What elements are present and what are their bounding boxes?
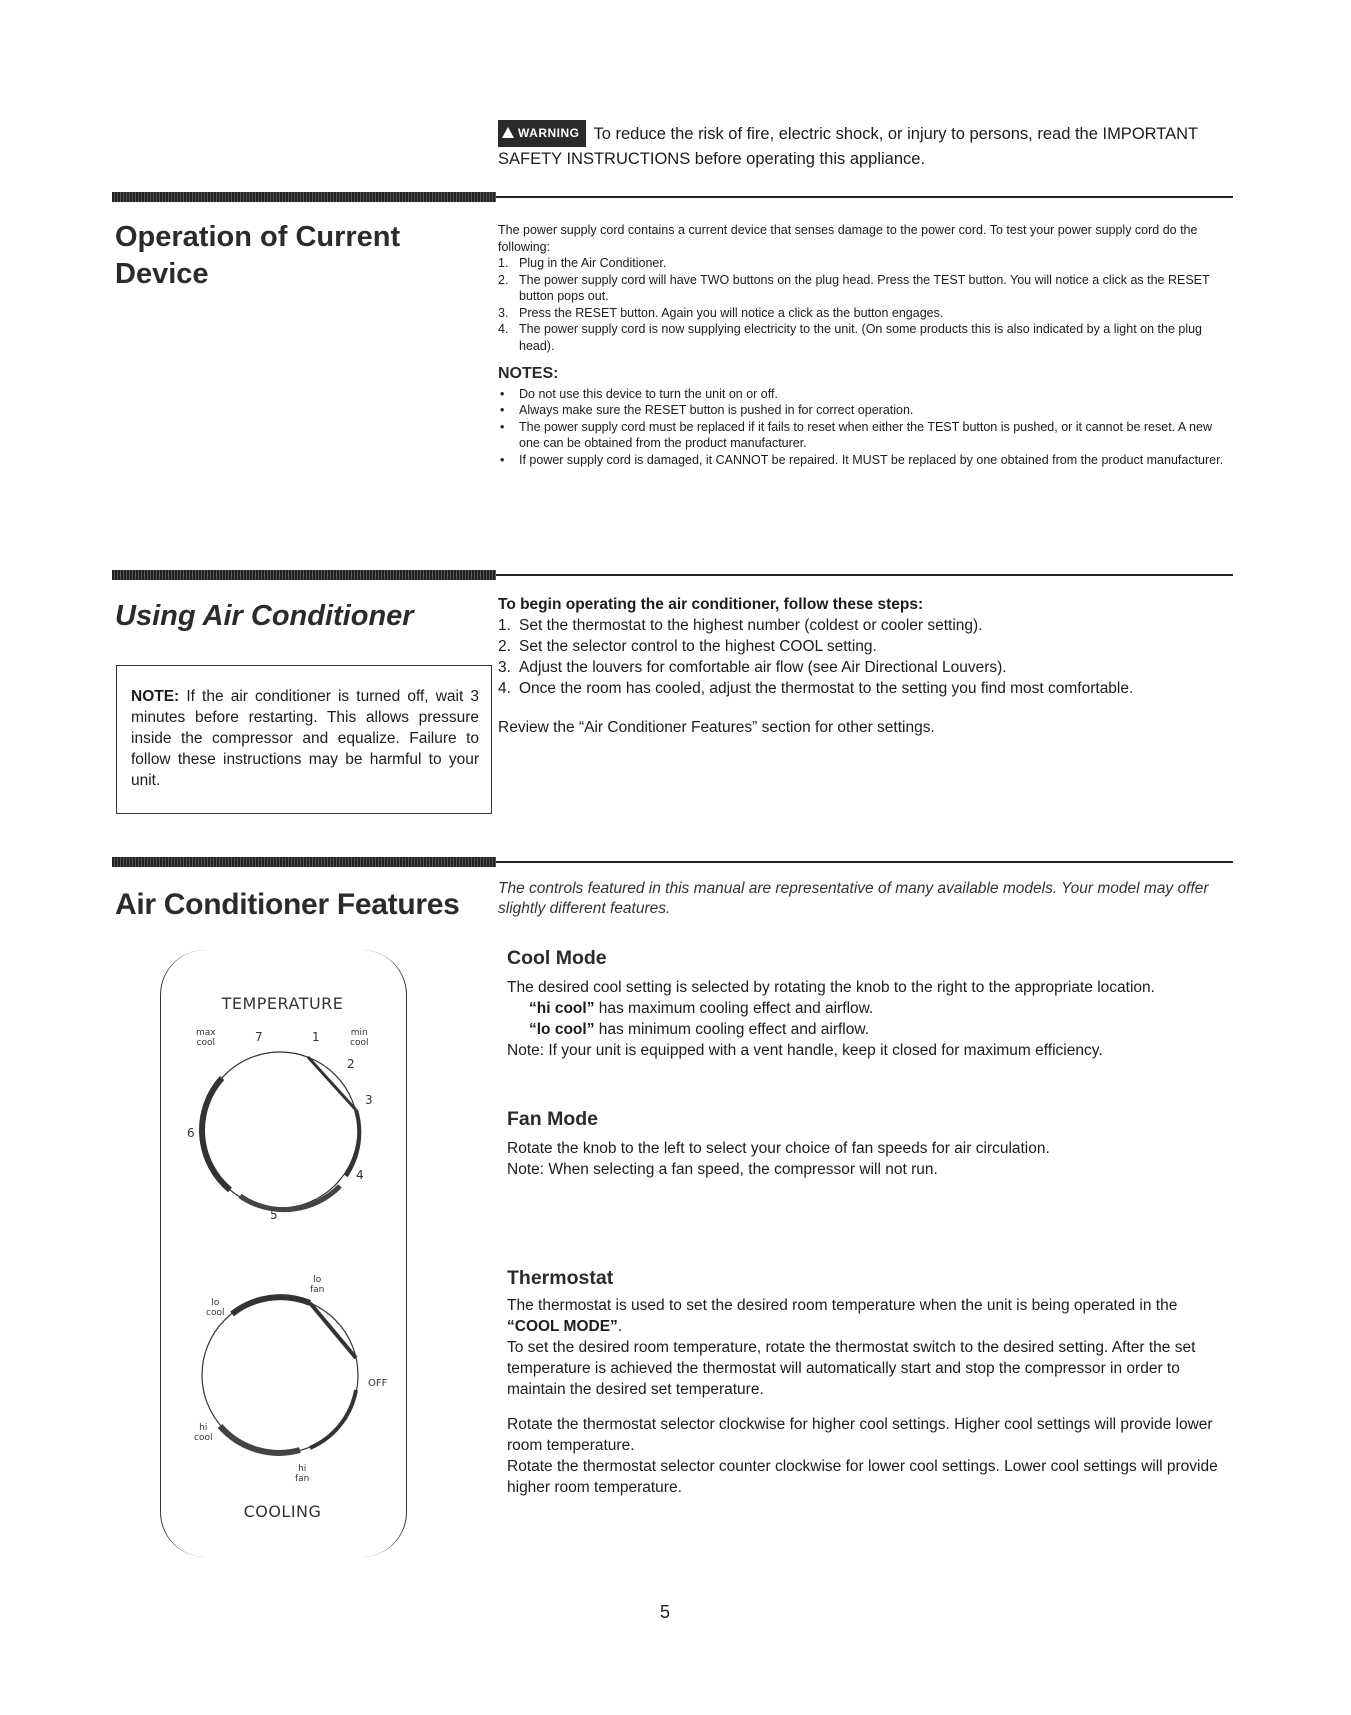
min-label: min	[350, 1028, 368, 1038]
list-item	[498, 636, 1233, 657]
thermostat-p2: To set the desired room temperature, rotate the thermostat switch to the desired setting. After the set temperature is achieved the thermostat will automatically start and stop the compressor in order to maintain the desired set temperature.	[507, 1339, 1196, 1398]
section-rule-thick	[112, 570, 496, 580]
lo-cool-term: “lo cool”	[529, 1021, 595, 1038]
lo-cool-desc: has minimum cooling effect and airflow.	[594, 1021, 869, 1038]
warning-triangle-icon	[502, 127, 514, 138]
fan-mode-section	[507, 1109, 1233, 1180]
lo-fan-word-a: lo	[313, 1275, 322, 1285]
hi-cool-desc: has maximum cooling effect and airflow.	[594, 1000, 874, 1017]
notes-heading: NOTES:	[498, 365, 559, 382]
step-text: Once the room has cooled, adjust the thermostat to the setting you find most comfortable.	[519, 680, 1134, 697]
using-steps	[498, 615, 1233, 699]
hi-fan-word-a: hi	[298, 1464, 307, 1474]
section-rule-thin	[496, 196, 1233, 198]
cooling-arc-bottom	[220, 1426, 300, 1453]
thermostat-p1	[507, 1295, 1233, 1337]
list-item	[498, 657, 1233, 678]
operation-body	[498, 222, 1233, 468]
max-cool-word: cool	[196, 1038, 216, 1048]
cool-mode-term: “COOL MODE”	[507, 1318, 618, 1335]
section-rule-thin	[496, 861, 1233, 863]
step-number: 1.	[498, 256, 509, 270]
list-item	[498, 321, 1233, 354]
step-number: 3.	[498, 659, 511, 676]
fan-mode-heading: Fan Mode	[507, 1108, 598, 1130]
list-item	[498, 272, 1233, 305]
dial-number-5: 5	[270, 1208, 278, 1222]
operation-steps	[498, 255, 1233, 354]
section-title-using: Using Air Conditioner	[115, 600, 414, 632]
step-number: 2.	[498, 272, 509, 287]
cool-mode-section	[507, 948, 1233, 1061]
hi-cool-word-a: hi	[199, 1423, 208, 1433]
features-disclaimer: The controls featured in this manual are representative of many available models. Your model may offer slightly different features.	[498, 880, 1209, 917]
step-text: The power supply cord is now supplying electricity to the unit. (On some products this is also indicated by a light on the plug head).	[519, 322, 1202, 353]
list-item: • The power supply cord must be replaced if it fails to reset when either the TEST button is pushed, or it cannot be reset. A new one can be obtained from the product manufacturer.	[498, 419, 1233, 452]
hi-fan-word-b: fan	[295, 1474, 310, 1484]
fan-mode-line1: Rotate the knob to the left to select your choice of fan speeds for air circulation.	[507, 1140, 1050, 1157]
hi-cool-word-b: cool	[194, 1433, 213, 1443]
dial-number-7: 7	[255, 1030, 263, 1044]
note-label: NOTE:	[131, 688, 180, 705]
list-item: • Always make sure the RESET button is pushed in for correct operation.	[498, 402, 1233, 419]
section-rule-thin	[496, 574, 1233, 576]
temperature-arc-right	[346, 1110, 359, 1176]
dial-number-6: 6	[187, 1126, 195, 1140]
operation-intro: The power supply cord contains a current device that senses damage to the power cord. To test your power supply cord do the following:	[498, 223, 1198, 254]
lo-cool-word-a: lo	[211, 1298, 220, 1308]
lo-cool-word-b: cool	[206, 1308, 225, 1318]
using-body	[498, 594, 1233, 738]
fan-mode-line2: Note: When selecting a fan speed, the compressor will not run.	[507, 1161, 938, 1178]
temperature-dial	[160, 950, 405, 1250]
hi-cool-term: “hi cool”	[529, 1000, 595, 1017]
lo-cool-line	[507, 1019, 1233, 1040]
step-number: 4.	[498, 680, 511, 697]
cool-mode-line1: The desired cool setting is selected by rotating the knob to the right to the appropriate location.	[507, 979, 1155, 996]
cooling-arc-top	[232, 1297, 310, 1314]
step-text: Plug in the Air Conditioner.	[519, 256, 667, 270]
list-item	[498, 615, 1233, 636]
thermostat-p1-end: .	[617, 1318, 623, 1335]
max-label: max	[196, 1028, 216, 1038]
cooling-dial	[160, 1250, 405, 1555]
section-title-features: Air Conditioner Features	[115, 888, 460, 921]
step-text: Press the RESET button. Again you will notice a click as the button engages.	[519, 305, 944, 320]
temperature-arc-bottom	[240, 1186, 340, 1210]
section-title-operation: Operation of Current Device	[115, 221, 401, 290]
steps-heading: To begin operating the air conditioner, follow these steps:	[498, 596, 924, 613]
section-rule-thick	[112, 857, 496, 867]
list-item: • Do not use this device to turn the unit on or off.	[498, 386, 1233, 403]
list-item	[498, 678, 1233, 699]
page-number: 5	[660, 1602, 671, 1622]
section-rule-thick	[112, 192, 496, 202]
restart-note-box	[116, 665, 492, 814]
hi-cool-line	[507, 998, 1233, 1019]
step-text: Set the thermostat to the highest number (coldest or cooler setting).	[519, 617, 983, 634]
thermostat-heading: Thermostat	[507, 1267, 614, 1289]
warning-badge	[498, 120, 586, 147]
thermostat-p4: Rotate the thermostat selector counter clockwise for lower cool settings. Lower cool settings will provide higher room temperature.	[507, 1458, 1218, 1496]
dial-number-3: 3	[365, 1093, 373, 1107]
cooling-dial-label: COOLING	[243, 1502, 322, 1521]
step-number: 3.	[498, 305, 509, 320]
step-text: Adjust the louvers for comfortable air flow (see Air Directional Louvers).	[519, 659, 1007, 676]
off-label: OFF	[368, 1378, 388, 1389]
warning-badge-label: WARNING	[518, 126, 580, 140]
lo-fan-word-b: fan	[310, 1285, 325, 1295]
review-text: Review the “Air Conditioner Features” section for other settings.	[498, 719, 935, 736]
temperature-arc-left	[202, 1078, 230, 1190]
step-text: Set the selector control to the highest COOL setting.	[519, 638, 877, 655]
min-cool-word: cool	[350, 1038, 369, 1048]
step-number: 2.	[498, 638, 511, 655]
warning-text: To reduce the risk of fire, electric shock, or injury to persons, read the IMPORTANT SAFETY INSTRUCTIONS before operating this appliance.	[498, 125, 1198, 168]
dial-number-1: 1	[312, 1030, 320, 1044]
step-number: 4.	[498, 322, 509, 336]
step-number: 1.	[498, 617, 511, 634]
dial-number-2: 2	[347, 1057, 355, 1071]
cool-mode-heading: Cool Mode	[507, 947, 607, 969]
cooling-arc-right	[310, 1390, 356, 1448]
cooling-pointer-wedge	[310, 1303, 356, 1358]
list-item: • If power supply cord is damaged, it CANNOT be repaired. It MUST be replaced by one obtained from the product manufacturer.	[498, 452, 1233, 469]
temperature-dial-label: TEMPERATURE	[221, 994, 344, 1013]
thermostat-section	[507, 1268, 1233, 1498]
cooling-dial-graphic	[160, 1250, 405, 1555]
cool-mode-note: Note: If your unit is equipped with a vent handle, keep it closed for maximum efficiency.	[507, 1042, 1103, 1059]
step-text: The power supply cord will have TWO buttons on the plug head. Press the TEST button. You will notice a click as the RESET button pops out.	[519, 272, 1210, 303]
note-text: If the air conditioner is turned off, wait 3 minutes before restarting. This allows pressure inside the compressor and equalize. Failure to follow these instructions may be harmful to your unit.	[131, 688, 479, 789]
temperature-dial-graphic	[160, 950, 405, 1250]
thermostat-p3: Rotate the thermostat selector clockwise for higher cool settings. Higher cool settings will provide lower room temperature.	[507, 1416, 1213, 1454]
list-item	[498, 305, 1233, 322]
list-item	[498, 255, 1233, 272]
dial-number-4: 4	[356, 1168, 364, 1182]
thermostat-p1-text: The thermostat is used to set the desired room temperature when the unit is being operated in the	[507, 1297, 1178, 1314]
notes-list	[498, 386, 1233, 469]
warning-notice	[498, 120, 1233, 171]
temperature-pointer-wedge	[308, 1057, 356, 1110]
